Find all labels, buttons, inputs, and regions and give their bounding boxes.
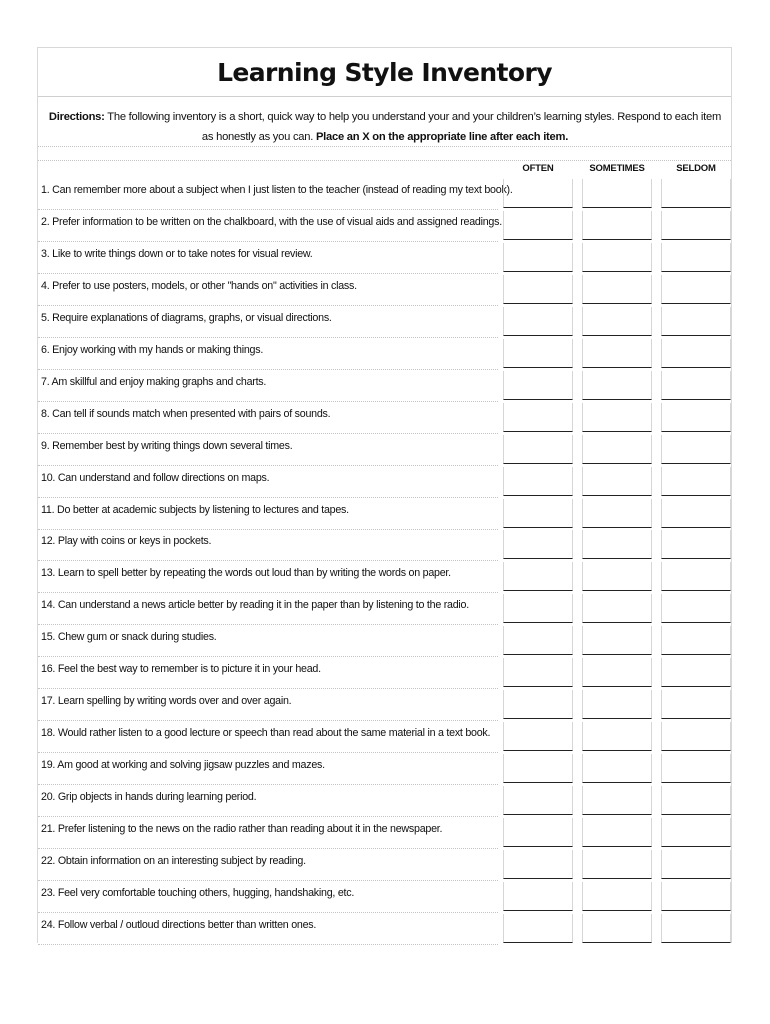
answer-line-seldom[interactable] bbox=[661, 403, 731, 432]
list-item bbox=[38, 402, 731, 434]
list-item bbox=[38, 721, 731, 753]
answer-line-seldom[interactable] bbox=[661, 339, 731, 368]
answer-line-often[interactable] bbox=[503, 786, 573, 815]
column-header-sometimes: SOMETIMES bbox=[589, 163, 645, 174]
answer-line-seldom[interactable] bbox=[661, 786, 731, 815]
answer-line-sometimes[interactable] bbox=[582, 339, 652, 368]
answer-line-often[interactable] bbox=[503, 179, 573, 208]
answer-line-seldom[interactable] bbox=[661, 754, 731, 783]
item-text: 21. Prefer listening to the news on the radio rather than reading about it in the newspaper. bbox=[41, 823, 443, 835]
answer-line-sometimes[interactable] bbox=[582, 882, 652, 911]
item-text: 18. Would rather listen to a good lecture or speech than read about the same material in a text book. bbox=[41, 727, 491, 740]
answer-line-seldom[interactable] bbox=[661, 850, 731, 879]
item-text: 16. Feel the best way to remember is to picture it in your head. bbox=[41, 663, 321, 676]
list-item bbox=[38, 178, 731, 210]
answer-line-often[interactable] bbox=[503, 722, 573, 751]
directions bbox=[42, 107, 728, 147]
item-text: 5. Require explanations of diagrams, graphs, or visual directions. bbox=[41, 311, 332, 324]
answer-line-sometimes[interactable] bbox=[582, 722, 652, 751]
list-item bbox=[38, 913, 731, 945]
item-text: 19. Am good at working and solving jigsaw puzzles and mazes. bbox=[41, 759, 325, 772]
item-text: 24. Follow verbal / outloud directions better than written ones. bbox=[41, 918, 317, 931]
item-text: 17. Learn spelling by writing words over and over again. bbox=[41, 695, 292, 708]
answer-line-often[interactable] bbox=[503, 530, 573, 559]
list-item bbox=[38, 657, 731, 689]
answer-line-sometimes[interactable] bbox=[582, 275, 652, 304]
answer-line-often[interactable] bbox=[503, 818, 573, 847]
column-header-seldom: SELDOM bbox=[676, 163, 716, 174]
answer-line-sometimes[interactable] bbox=[582, 754, 652, 783]
answer-line-often[interactable] bbox=[503, 435, 573, 464]
list-item bbox=[38, 785, 731, 817]
answer-line-sometimes[interactable] bbox=[582, 530, 652, 559]
answer-line-sometimes[interactable] bbox=[582, 690, 652, 719]
list-item bbox=[38, 306, 731, 338]
answer-line-sometimes[interactable] bbox=[582, 914, 652, 943]
item-text: 10. Can understand and follow directions on maps. bbox=[41, 471, 270, 484]
item-text: 8. Can tell if sounds match when presented with pairs of sounds. bbox=[41, 407, 331, 420]
answer-line-often[interactable] bbox=[503, 403, 573, 432]
answer-line-often[interactable] bbox=[503, 850, 573, 879]
item-text: 11. Do better at academic subjects by listening to lectures and tapes. bbox=[41, 503, 349, 516]
answer-line-often[interactable] bbox=[503, 243, 573, 272]
answer-line-seldom[interactable] bbox=[661, 467, 731, 496]
column-header-often: OFTEN bbox=[522, 163, 554, 174]
directions-text: The following inventory is a short, quick way to help you understand your and your children’s learning styles. Respond to each item as honestly as you can. bbox=[104, 111, 722, 143]
answer-line-seldom[interactable] bbox=[661, 818, 731, 847]
list-item bbox=[38, 593, 731, 625]
answer-line-seldom[interactable] bbox=[661, 371, 731, 400]
list-item bbox=[38, 561, 731, 593]
answer-line-sometimes[interactable] bbox=[582, 371, 652, 400]
answer-line-seldom[interactable] bbox=[661, 530, 731, 559]
page-title: Learning Style Inventory bbox=[217, 58, 552, 87]
item-text: 9. Remember best by writing things down several times. bbox=[41, 439, 293, 452]
inventory-sheet bbox=[37, 47, 732, 943]
list-item bbox=[38, 881, 731, 913]
answer-line-seldom[interactable] bbox=[661, 562, 731, 591]
divider bbox=[38, 160, 731, 161]
answer-line-seldom[interactable] bbox=[661, 690, 731, 719]
answer-line-seldom[interactable] bbox=[661, 722, 731, 751]
answer-line-often[interactable] bbox=[503, 594, 573, 623]
answer-line-often[interactable] bbox=[503, 339, 573, 368]
answer-line-sometimes[interactable] bbox=[582, 467, 652, 496]
item-text: 12. Play with coins or keys in pockets. bbox=[41, 535, 212, 548]
list-item bbox=[38, 625, 731, 657]
answer-line-seldom[interactable] bbox=[661, 499, 731, 528]
list-item bbox=[38, 529, 731, 561]
answer-line-sometimes[interactable] bbox=[582, 403, 652, 432]
list-item bbox=[38, 274, 731, 306]
answer-line-seldom[interactable] bbox=[661, 626, 731, 655]
answer-line-often[interactable] bbox=[503, 754, 573, 783]
item-text: 23. Feel very comfortable touching others, hugging, handshaking, etc. bbox=[41, 886, 355, 899]
list-item bbox=[38, 817, 731, 849]
answer-line-sometimes[interactable] bbox=[582, 499, 652, 528]
item-text: 4. Prefer to use posters, models, or other "hands on" activities in class. bbox=[41, 279, 357, 292]
answer-line-sometimes[interactable] bbox=[582, 626, 652, 655]
divider bbox=[38, 96, 731, 97]
list-item bbox=[38, 498, 731, 530]
list-item bbox=[38, 370, 731, 402]
answer-line-seldom[interactable] bbox=[661, 435, 731, 464]
answer-line-often[interactable] bbox=[503, 914, 573, 943]
list-item bbox=[38, 210, 731, 242]
item-text: 3. Like to write things down or to take notes for visual review. bbox=[41, 247, 313, 260]
answer-line-sometimes[interactable] bbox=[582, 211, 652, 240]
answer-line-seldom[interactable] bbox=[661, 243, 731, 272]
answer-line-sometimes[interactable] bbox=[582, 179, 652, 208]
answer-line-sometimes[interactable] bbox=[582, 594, 652, 623]
answer-line-often[interactable] bbox=[503, 658, 573, 687]
item-text: 6. Enjoy working with my hands or making things. bbox=[41, 343, 264, 356]
item-text: 20. Grip objects in hands during learning period. bbox=[41, 791, 257, 804]
answer-line-often[interactable] bbox=[503, 499, 573, 528]
answer-line-sometimes[interactable] bbox=[582, 562, 652, 591]
answer-line-often[interactable] bbox=[503, 211, 573, 240]
answer-line-seldom[interactable] bbox=[661, 594, 731, 623]
answer-line-sometimes[interactable] bbox=[582, 818, 652, 847]
item-text: 14. Can understand a news article better by reading it in the paper than by listening to the radio. bbox=[41, 599, 469, 612]
divider bbox=[38, 146, 731, 147]
item-text: 22. Obtain information on an interesting subject by reading. bbox=[41, 854, 306, 867]
list-item bbox=[38, 242, 731, 274]
list-item bbox=[38, 689, 731, 721]
answer-line-sometimes[interactable] bbox=[582, 658, 652, 687]
directions-emphasis: Place an X on the appropriate line after each item. bbox=[315, 131, 569, 143]
answer-line-often[interactable] bbox=[503, 467, 573, 496]
list-item bbox=[38, 466, 731, 498]
answer-line-often[interactable] bbox=[503, 626, 573, 655]
row-divider bbox=[38, 944, 498, 945]
answer-line-seldom[interactable] bbox=[661, 882, 731, 911]
answer-line-seldom[interactable] bbox=[661, 211, 731, 240]
answer-line-often[interactable] bbox=[503, 371, 573, 400]
answer-line-seldom[interactable] bbox=[661, 307, 731, 336]
answer-line-sometimes[interactable] bbox=[582, 307, 652, 336]
item-text: 15. Chew gum or snack during studies. bbox=[41, 631, 217, 644]
item-text: 2. Prefer information to be written on the chalkboard, with the use of visual aids and assigned readings. bbox=[41, 215, 502, 228]
answer-line-often[interactable] bbox=[503, 307, 573, 336]
list-item bbox=[38, 338, 731, 370]
list-item bbox=[38, 849, 731, 881]
list-item bbox=[38, 434, 731, 466]
directions-label: Directions: bbox=[48, 111, 105, 123]
answer-line-seldom[interactable] bbox=[661, 275, 731, 304]
item-text: 7. Am skillful and enjoy making graphs and charts. bbox=[41, 375, 267, 388]
answer-line-seldom[interactable] bbox=[661, 658, 731, 687]
answer-line-sometimes[interactable] bbox=[582, 243, 652, 272]
list-item bbox=[38, 753, 731, 785]
answer-line-often[interactable] bbox=[503, 275, 573, 304]
answer-line-often[interactable] bbox=[503, 690, 573, 719]
answer-line-seldom[interactable] bbox=[661, 914, 731, 943]
answer-line-often[interactable] bbox=[503, 562, 573, 591]
answer-line-sometimes[interactable] bbox=[582, 850, 652, 879]
answer-line-sometimes[interactable] bbox=[582, 435, 652, 464]
answer-line-seldom[interactable] bbox=[661, 179, 731, 208]
answer-line-sometimes[interactable] bbox=[582, 786, 652, 815]
item-text: 13. Learn to spell better by repeating the words out loud than by writing the words on paper. bbox=[41, 567, 451, 580]
item-text: 1. Can remember more about a subject when I just listen to the teacher (instead of reading my text book). bbox=[41, 184, 513, 196]
answer-line-often[interactable] bbox=[503, 882, 573, 911]
